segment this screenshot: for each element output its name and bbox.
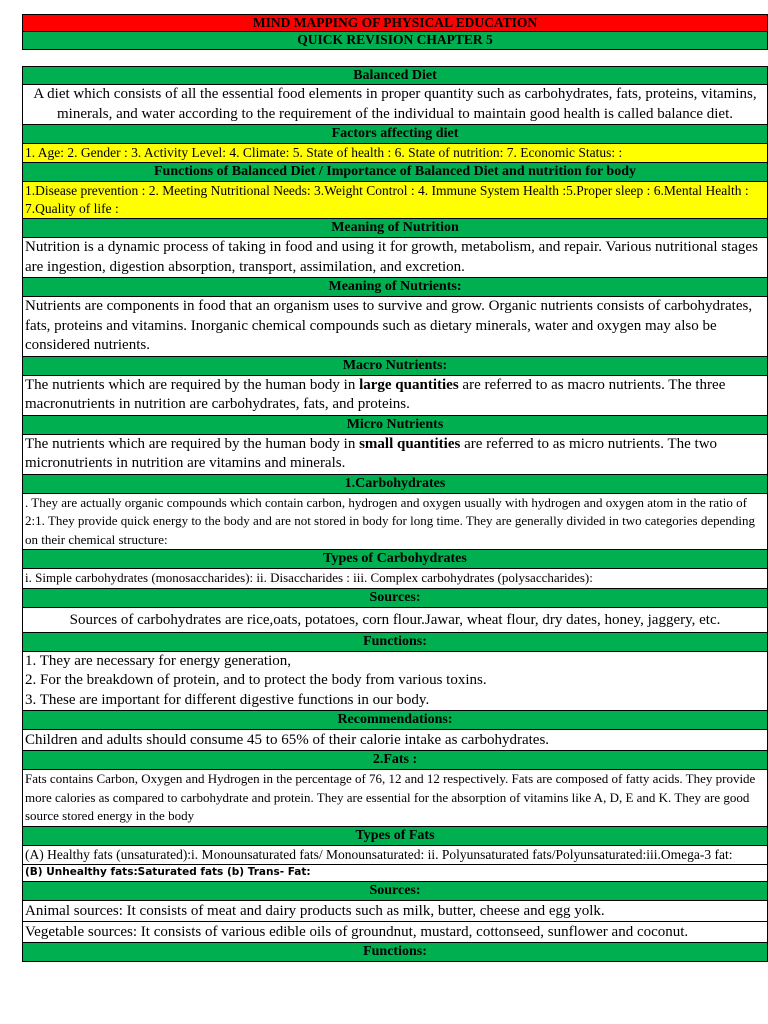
heading-nutrition: Meaning of Nutrition [22, 219, 768, 238]
nutrition-text: Nutrition is a dynamic process of taking in food and using it for growth, metabolism, and repair. Various nutritional stages are ingestion, digestion absorption, transport, assimilation, and excretion. [22, 238, 768, 278]
functions-carbohydrates-list [22, 652, 768, 712]
fats-text: Fats contains Carbon, Oxygen and Hydrogen in the percentage of 76, 12 and 12 respectively. Fats are composed of fatty acids. They provide more calories as compared to carbohydrate and protein. They are essential for the absorption of vitamins like A, D, E and K. They are good source stored energy in the body [22, 770, 768, 827]
heading-functions-balanced-diet: Functions of Balanced Diet / Importance of Balanced Diet and nutrition for body [22, 163, 768, 182]
unhealthy-fats-text: (B) Unhealthy fats:Saturated fats (b) Trans- Fat: [22, 865, 768, 882]
heading-nutrients: Meaning of Nutrients: [22, 278, 768, 297]
function-line: 3. These are important for different digestive functions in our body. [25, 691, 430, 708]
healthy-fats-text: (A) Healthy fats (unsaturated):i. Monounsaturated fats/ Monounsaturated: ii. Polyunsaturated fats/Polyunsaturated:iii.Omega-3 fat: [22, 846, 768, 866]
macro-nutrients-text [22, 376, 768, 416]
heading-carbohydrates: 1.Carbohydrates [22, 475, 768, 494]
heading-factors: Factors affecting diet [22, 125, 768, 144]
factors-text: 1. Age: 2. Gender : 3. Activity Level: 4. Climate: 5. State of health : 6. State of nutrition: 7. Economic Status: : [22, 144, 768, 163]
heading-sources-carbohydrates: Sources: [22, 589, 768, 608]
sources-carbohydrates-text: Sources of carbohydrates are rice,oats, potatoes, corn flour.Jawar, wheat flour, dry dates, honey, jaggery, etc. [22, 608, 768, 633]
micro-bold: small quantities [359, 435, 461, 452]
carbohydrates-text: . They are actually organic compounds which contain carbon, hydrogen and oxygen usually with hydrogen and oxygen atom in the ratio of 2:1. They provide quick energy to the body and are not stored in body for long time. They are generally divided in two categories depending on their chemical structure: [22, 494, 768, 551]
macro-text-a: The nutrients which are required by the human body in [25, 376, 360, 393]
spacer [22, 50, 768, 66]
heading-types-carbohydrates: Types of Carbohydrates [22, 550, 768, 569]
nutrients-text: Nutrients are components in food that an organism uses to survive and grow. Organic nutrients consists of carbohydrates, fats, proteins and vitamins. Inorganic chemical compounds such as dietary minerals, water and oxygen may also be considered nutrients. [22, 297, 768, 357]
function-line: 2. For the breakdown of protein, and to protect the body from various toxins. [25, 672, 487, 688]
types-carbohydrates-text: i. Simple carbohydrates (monosaccharides): ii. Disaccharides : iii. Complex carbohydrates (polysaccharides): [22, 569, 768, 589]
heading-micro-nutrients: Micro Nutrients [22, 416, 768, 435]
function-line: 1. They are necessary for energy generation, [25, 652, 291, 669]
revision-sheet [22, 14, 768, 962]
balanced-diet-text: A diet which consists of all the essential food elements in proper quantity such as carbohydrates, fats, proteins, vitamins, minerals, and water according to the requirement of the individual to maintain good health is called balance diet. [22, 85, 768, 125]
micro-text-a: The nutrients which are required by the human body in [25, 435, 360, 452]
animal-sources-text: Animal sources: It consists of meat and dairy products such as milk, butter, cheese and egg yolk. [22, 901, 768, 922]
macro-text-b: are referred to as macro nutrients. The three macronutrients in nutrition are carbohydrates, fats, and proteins. [25, 376, 726, 412]
heading-balanced-diet: Balanced Diet [22, 66, 768, 85]
heading-fats: 2.Fats : [22, 751, 768, 770]
heading-functions-carbohydrates: Functions: [22, 633, 768, 652]
functions-balanced-diet-text: 1.Disease prevention : 2. Meeting Nutritional Needs: 3.Weight Control : 4. Immune System Health :5.Proper sleep : 6.Mental Health : 7.Quality of life : [22, 182, 768, 219]
sheet-subtitle: QUICK REVISION CHAPTER 5 [22, 32, 768, 50]
micro-text-b: are referred to as micro nutrients. The two micronutrients in nutrition are vitamins and minerals. [25, 435, 718, 471]
heading-functions-fats: Functions: [22, 943, 768, 962]
heading-recommendations: Recommendations: [22, 711, 768, 730]
heading-sources-fats: Sources: [22, 882, 768, 901]
vegetable-sources-text: Vegetable sources: It consists of various edible oils of groundnut, mustard, cottonseed, sunflower and coconut. [22, 922, 768, 943]
heading-types-fats: Types of Fats [22, 827, 768, 846]
heading-macro-nutrients: Macro Nutrients: [22, 357, 768, 376]
sheet-title: MIND MAPPING OF PHYSICAL EDUCATION [22, 14, 768, 32]
recommendations-text: Children and adults should consume 45 to 65% of their calorie intake as carbohydrates. [22, 730, 768, 751]
macro-bold: large quantities [359, 376, 459, 393]
micro-nutrients-text [22, 435, 768, 475]
